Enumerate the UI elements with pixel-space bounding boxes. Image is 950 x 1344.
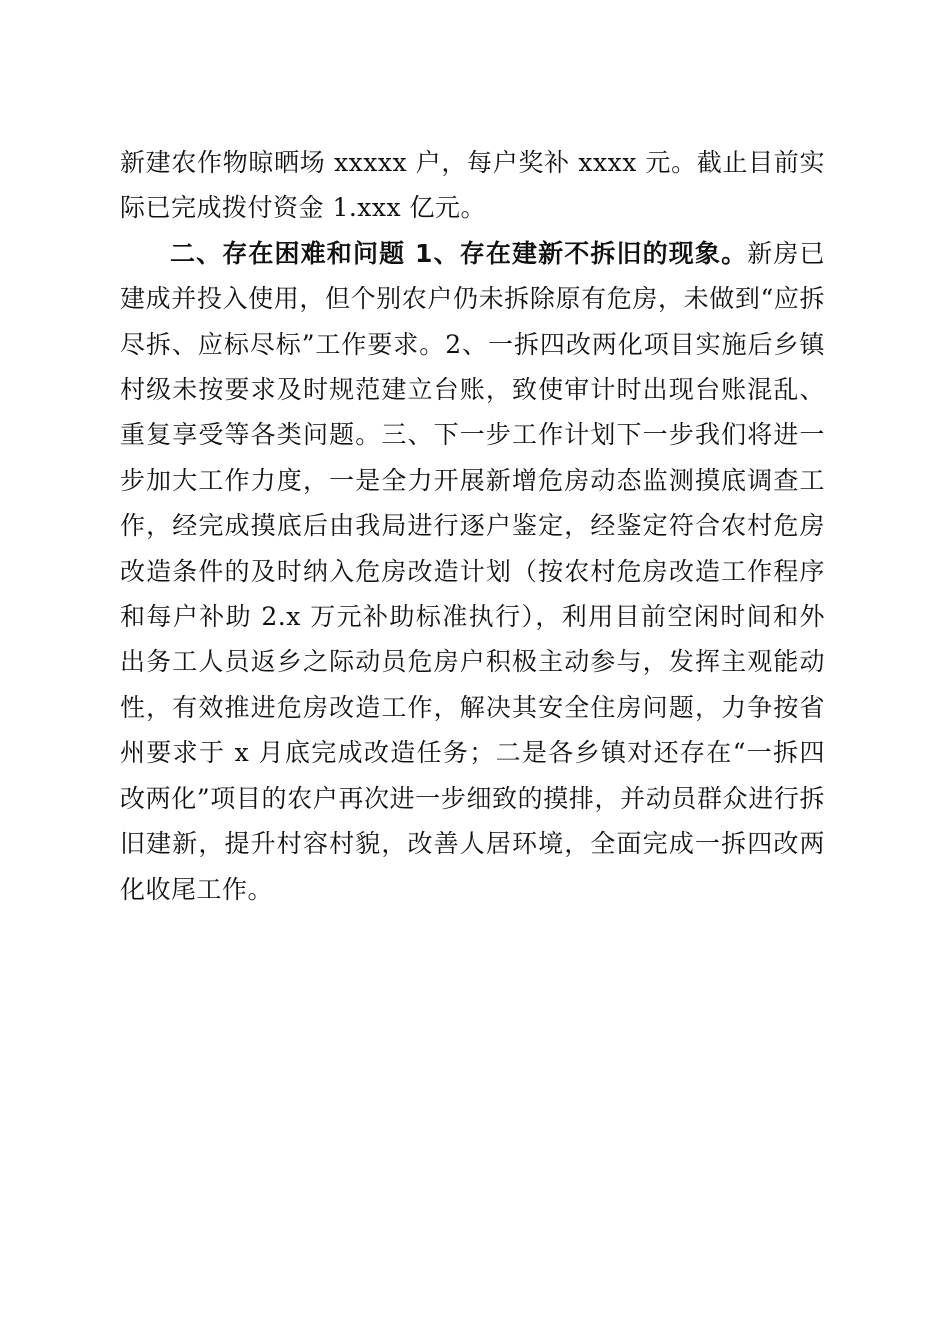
- paragraph-problems-body: 新房已建成并投入使用，但个别农户仍未拆除原有危房，未做到“应拆尽拆、应标尽标”工作要求。2、一拆四改两化项目实施后乡镇村级未按要求及时规范建立台账，致使审计时出现台账混乱、重复享受等各类问题。三、下一步工作计划下一步我们将进一步加大工作力度，一是全力开展新增危房动态监测摸底调查工作，经完成摸底后由我局进行逐户鉴定，经鉴定符合农村危房改造条件的及时纳入危房改造计划（按农村危房改造工作程序和每户补助 2.x 万元补助标准执行），利用目前空闲时间和外出务工人员返乡之际动员危房户积极主动参与，发挥主观能动性，有效推进危房改造工作，解决其安全住房问题，力争按省州要求于 x 月底完成改造任务；二是各乡镇对还存在“一拆四改两化”项目的农户再次进一步细致的摸排，并动员群众进行拆旧建新，提升村容村貌，改善人居环境，全面完成一拆四改两化收尾工作。: [120, 238, 825, 904]
- paragraph-problems-and-plan: [120, 231, 825, 912]
- section-heading-problems: 二、存在困难和问题 1、存在建新不拆旧的现象。: [170, 238, 748, 268]
- document-body: [120, 140, 825, 912]
- paragraph-funding-summary: 新建农作物晾晒场 xxxxx 户，每户奖补 xxxx 元。截止目前实际已完成拨付资金 1.xxx 亿元。: [120, 148, 825, 223]
